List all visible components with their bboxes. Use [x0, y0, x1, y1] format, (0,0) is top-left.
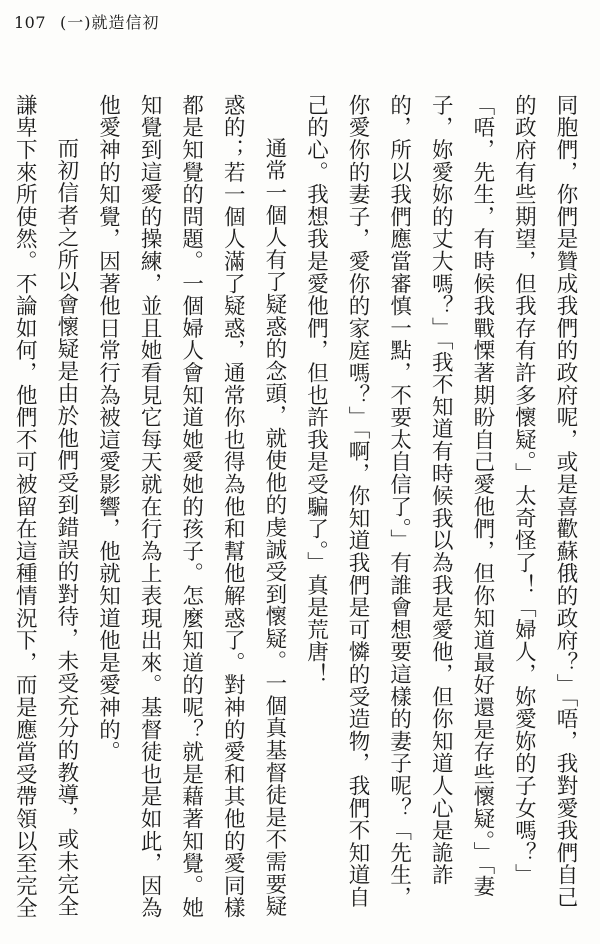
paragraph: 而初信者之所以會懷疑是由於他們受到錯誤的對待，未受充分的教導，或未完全謙卑下來所使然。不論如何，他們不可被留在這種情況下，而是應當受帶領以至完全	[12, 94, 79, 920]
page-number: 107	[14, 13, 47, 32]
body-text	[12, 94, 586, 926]
paragraph: 同胞們，你們是贊成我們的政府呢，或是喜歡蘇俄的政府？」「唔，我對愛我們自己的政府有些期望，但我存有許多懷疑。」太奇怪了！「婦人，妳愛妳的子女嗎？」「唔，先生，有時候我戰慄著期盼自己愛他們，但你知道最好還是存些懷疑。」「妻子，妳愛妳的丈大嗎？」「我不知道有時候我以為我是愛他，但你知道人心是詭詐的，所以我們應當審慎一點，不要太自信了。」有誰會想要這樣的妻子呢？「先生，你愛你的妻子，愛你的家庭嗎？」「啊，你知道我們是可憐的受造物，我們不知道自己的心。我想我是愛他們，但也許我是受騙了。」真是荒唐！	[303, 94, 578, 909]
paragraph: 通常一個人有了疑惑的念頭，就使他的虔誠受到懷疑。一個真基督徒是不需要疑惑的；若一個人滿了疑惑，通常你也得為他和幫他解惑了。對神的愛和其他的愛同樣都是知覺的問題。一個婦人會知道她愛她的孩子。怎麼知道的呢？就是藉著知覺。她知覺到這愛的操練，並且她看見它每天就在行為上表現出來。基督徒也是如此，因為他愛神的知覺，因著他日常行為被這愛影響，他就知道他是愛神的。	[95, 94, 287, 920]
chapter-title: (一)就造信初	[60, 13, 160, 32]
running-header	[14, 10, 160, 36]
